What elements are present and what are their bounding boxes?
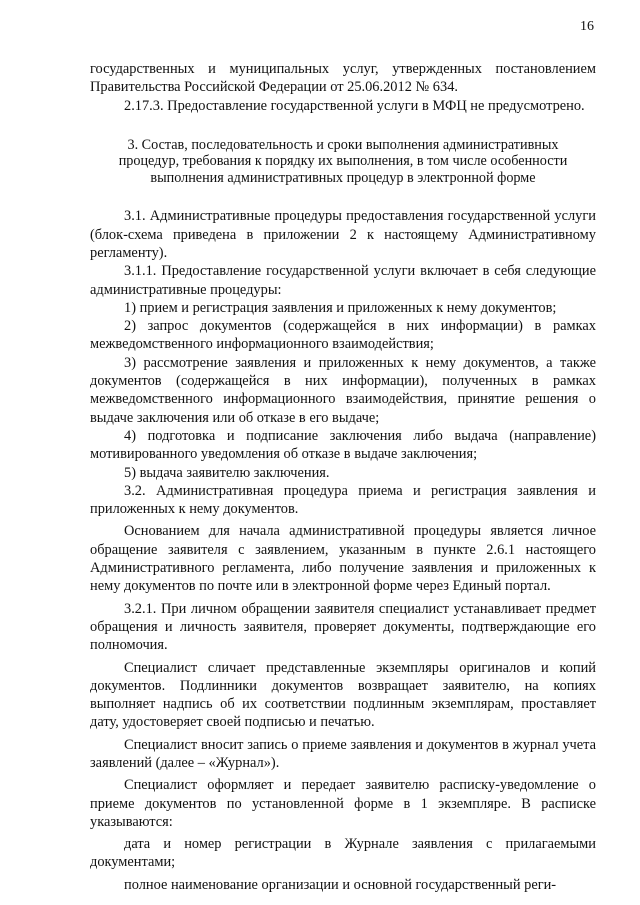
paragraph: Специалист вносит запись о приеме заявления и документов в журнал учета заявлений (далее – «Журнал»).: [90, 736, 596, 771]
paragraph: 3.2. Административная процедура приема и регистрация заявления и приложенных к нему документов.: [90, 482, 596, 518]
list-item: 5) выдача заявителю заключения.: [124, 464, 330, 481]
paragraph: 3.1.1. Предоставление государственной услуги включает в себя следующие административные процедуры:: [90, 263, 596, 298]
paragraph: 3.2.1. При личном обращении заявителя специалист устанавливает предмет обращения и личность заявителя, проверяет документы, подтверждающие его полномочия.: [90, 600, 596, 654]
paragraph: 2.17.3. Предоставление государственной услуги в МФЦ не предусмотрено.: [124, 97, 585, 114]
paragraph: Специалист оформляет и передает заявителю расписку-уведомление о приеме документов по установленной форме в 1 экземпляре. В расписке указываются:: [90, 777, 596, 830]
paragraph: 3.1. Административные процедуры предоставления государственной услуги (блок-схема приведена в приложении 2 к настоящему Административному регламенту).: [90, 208, 596, 261]
paragraph: Основанием для начала административной процедуры является личное обращение заявителя с заявлением, указанным в пункте 2.6.1 настоящего Административного регламента, либо получение заявления и приложенных к нему документов по почте или в электронной форме через Единый портал.: [90, 523, 596, 595]
paragraph: государственных и муниципальных услуг, утвержденных постановлением Правительства Российской Федерации от 25.06.2012 № 634.: [90, 61, 596, 96]
list-item: 1) прием и регистрация заявления и приложенных к нему документов;: [124, 299, 557, 316]
list-item: 4) подготовка и подписание заключения либо выдача (направление) мотивированного уведомления об отказе в выдаче заключения;: [90, 427, 596, 463]
document-body: [90, 60, 596, 894]
paragraph: полное наименование организации и основной государственный реги-: [124, 876, 557, 893]
list-item: 2) запрос документов (содержащейся в них информации) в рамках межведомственного информационного взаимодействия;: [90, 318, 596, 353]
list-item: 3) рассмотрение заявления и приложенных к нему документов, а также документов (содержащейся в них информации), полученных в рамках межведомственного информационного взаимодействия, принятие решения о выдаче заключения или об отказе в его выдаче;: [90, 354, 596, 426]
page-number: 16: [580, 19, 594, 34]
section-heading: 3. Состав, последовательность и сроки выполнения административных процедур, требования к порядку их выполнения, в том числе особенности выполнения административных процедур в электронной форме: [118, 136, 568, 186]
paragraph: дата и номер регистрации в Журнале заявления с прилагаемыми документами;: [90, 836, 596, 871]
paragraph: Специалист сличает представленные экземпляры оригиналов и копий документов. Подлинники документов возвращает заявителю, на копиях выполняет надпись об их соответствии подлинным экземплярам, проставляет дату, удостоверяет своей подписью и печатью.: [90, 659, 596, 731]
